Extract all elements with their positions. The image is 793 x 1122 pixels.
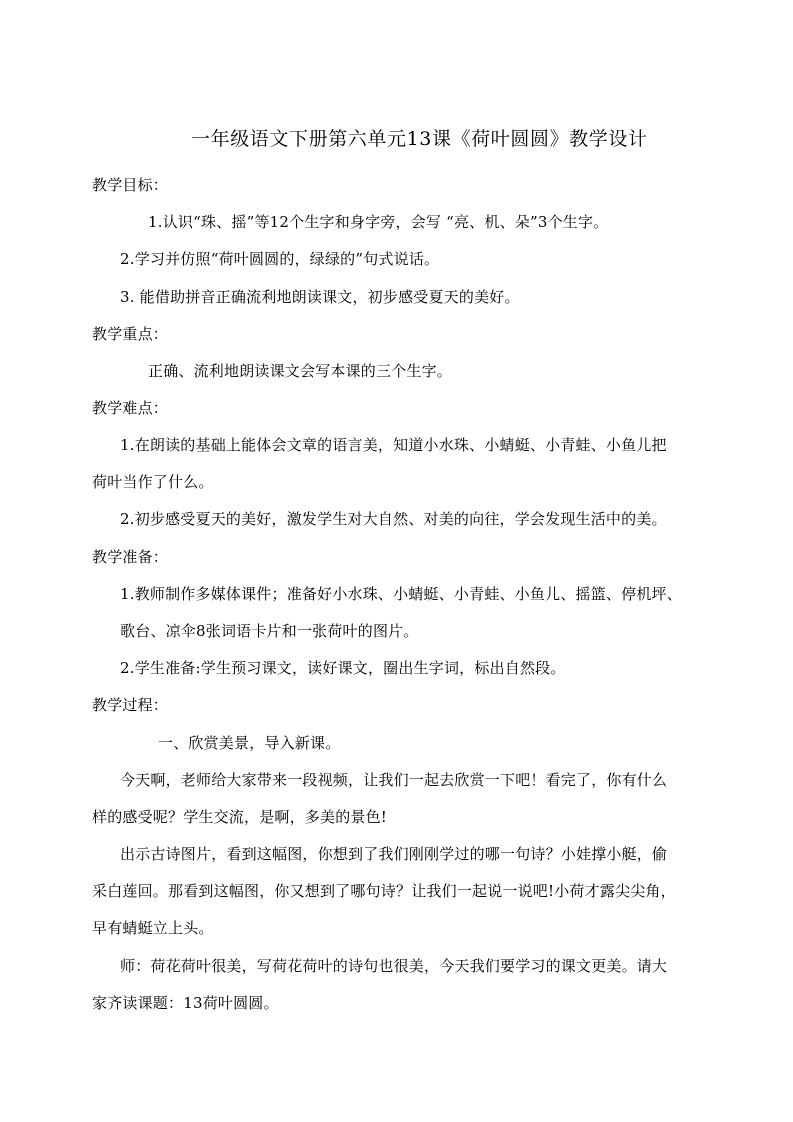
paragraph-line: 荷叶当作了什么。 xyxy=(92,473,214,491)
paragraph-line: 2.初步感受夏天的美好，激发学生对大自然、对美的向往，学会发现生活中的美。 xyxy=(120,510,667,528)
heading-process: 教学过程： xyxy=(92,696,169,714)
paragraph-line: 3. 能借助拼音正确流利地朗读课文，初步感受夏天的美好。 xyxy=(120,288,520,306)
document-title: 一年级语文下册第六单元13课《荷叶圆圆》教学设计 xyxy=(191,128,648,150)
section-heading: 一、欣赏美景，导入新课。 xyxy=(158,734,341,752)
paragraph-line: 师：荷花荷叶很美，写荷花荷叶的诗句也很美，今天我们要学习的课文更美。请大 xyxy=(120,957,668,975)
heading-goals: 教学目标： xyxy=(92,176,169,194)
paragraph-line: 出示古诗图片，看到这幅图，你想到了我们刚刚学过的哪一句诗？小娃撑小艇，偷 xyxy=(120,845,668,863)
heading-key-points: 教学重点： xyxy=(92,325,169,343)
paragraph-line: 1.教师制作多媒体课件；准备好小水珠、小蜻蜓、小青蛙、小鱼儿、摇篮、停机坪、 xyxy=(120,585,682,603)
paragraph-line: 正确、流利地朗读课文会写本课的三个生字。 xyxy=(148,362,453,380)
paragraph-line: 2.学生准备:学生预习课文，读好课文，圈出生字词，标出自然段。 xyxy=(120,659,566,677)
paragraph-line: 歌台、凉伞8张词语卡片和一张荷叶的图片。 xyxy=(120,622,419,640)
paragraph-line: 1.认识“珠、摇”等12个生字和身字旁，会写 “亮、机、朵”3个生字。 xyxy=(148,213,609,231)
paragraph-line: 1.在朗读的基础上能体会文章的语言美，知道小水珠、小蜻蜓、小青蛙、小鱼儿把 xyxy=(120,436,667,454)
paragraph-line: 采白莲回。那看到这幅图，你又想到了哪句诗？让我们一起说一说吧!小荷才露尖尖角， xyxy=(92,882,676,900)
paragraph-line: 2.学习并仿照“荷叶圆圆的，绿绿的”句式说话。 xyxy=(120,250,440,268)
paragraph-line: 早有蜻蜓立上头。 xyxy=(92,919,214,937)
paragraph-line: 今天啊，老师给大家带来一段视频，让我们一起去欣赏一下吧！看完了，你有什么 xyxy=(120,771,668,789)
heading-difficulties: 教学难点： xyxy=(92,399,169,417)
paragraph-line: 家齐读课题：13荷叶圆圆。 xyxy=(92,994,279,1012)
heading-preparation: 教学准备： xyxy=(92,548,169,566)
paragraph-line: 样的感受呢？学生交流，是啊，多美的景色! xyxy=(92,808,388,826)
